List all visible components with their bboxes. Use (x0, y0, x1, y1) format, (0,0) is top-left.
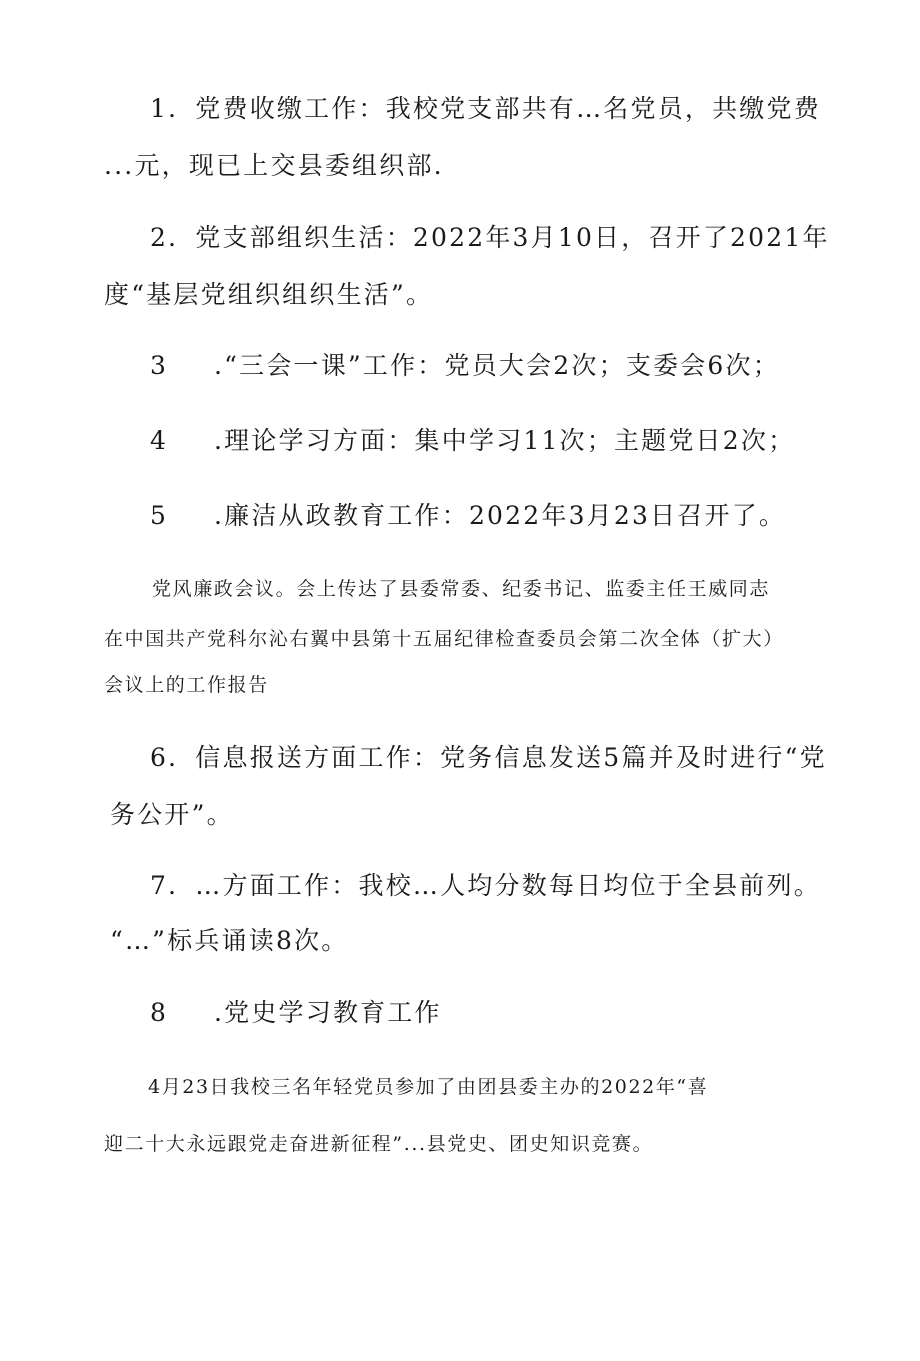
item-3 (150, 353, 780, 378)
item-1-line-1: 1．党费收缴工作：我校党支部共有…名党员，共缴党费 (150, 94, 821, 123)
item-7-line-2: “…”标兵诵读8次。 (110, 926, 349, 955)
item-4-text: .理论学习方面：集中学习11次；主题党日2次； (214, 426, 796, 455)
item-8-number: 8 (150, 998, 169, 1027)
item-5-detail-line-1: 党风廉政会议。会上传达了县委常委、纪委书记、监委主任王威同志 (152, 578, 771, 600)
item-1-line-2: ...元，现已上交县委组织部. (104, 151, 444, 180)
item-2-line-2: 度“基层党组织组织生活”。 (104, 280, 434, 309)
item-8 (150, 1000, 442, 1025)
item-4-number: 4 (150, 426, 169, 455)
item-2-line-1: 2．党支部组织生活：2022年3月10日，召开了2021年 (150, 223, 830, 252)
item-5 (150, 503, 786, 528)
item-8-detail-line-2: 迎二十大永远跟党走奋进新征程”...县党史、团史知识竞赛。 (104, 1133, 654, 1155)
item-8-detail-line-1: 4月23日我校三名年轻党员参加了由团县委主办的2022年“喜 (148, 1076, 709, 1098)
item-6-line-2: 务公开”。 (110, 800, 234, 829)
item-6-line-1: 6．信息报送方面工作：党务信息发送5篇并及时进行“党 (150, 743, 827, 772)
item-4 (150, 428, 795, 453)
item-5-detail-line-2: 在中国共产党科尔沁右翼中县第十五届纪律检查委员会第二次全体（扩大） (104, 628, 784, 650)
item-5-text: .廉洁从政教育工作：2022年3月23日召开了。 (214, 501, 787, 530)
item-3-text: .“三会一课”工作：党员大会2次；支委会6次； (214, 351, 780, 380)
item-7-line-1: 7．…方面工作：我校…人均分数每日均位于全县前列。 (150, 871, 821, 900)
item-3-number: 3 (150, 351, 169, 380)
item-5-detail-line-3: 会议上的工作报告 (104, 674, 269, 696)
item-5-number: 5 (150, 501, 169, 530)
item-8-text: .党史学习教育工作 (214, 998, 442, 1027)
